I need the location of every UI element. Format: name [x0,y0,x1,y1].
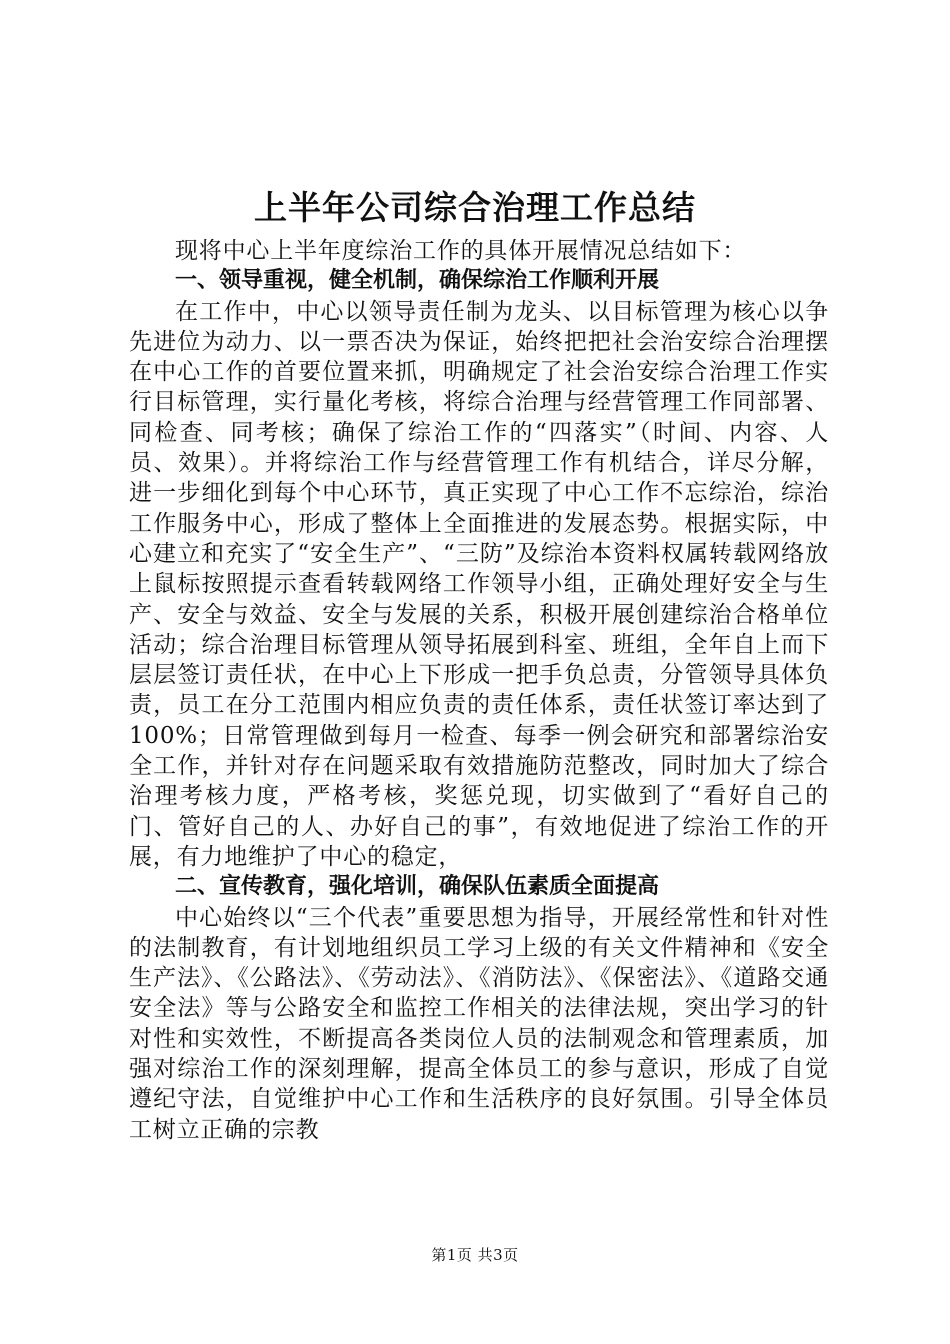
section-2-heading: 二、宣传教育，强化培训，确保队伍素质全面提高 [175,874,660,900]
section-2-body: 中心始终以“三个代表”重要思想为指导，开展经常性和针对性的法制教育，有计划地组织员工学习上级的有关文件精神和《安全生产法》、《公路法》、《劳动法》、《消防法》、《保密法》、《道路交通安全法》等与公路安全和监控工作相关的法律法规，突出学习的针对性和实效性，不断提高各类岗位人员的法制观念和管理素质，加强对综治工作的深刻理解，提高全体员工的参与意识，形成了自觉遵纪守法，自觉维护中心工作和生活秩序的良好氛围。引导全体员工树立正确的宗教 [129,904,829,1143]
document-title: 上半年公司综合治理工作总结 [254,188,696,227]
section-1-body: 在工作中，中心以领导责任制为龙头、以目标管理为核心以争先进位为动力、以一票否决为保证，始终把把社会治安综合治理摆在中心工作的首要位置来抓，明确规定了社会治安综合治理工作实行目标管理，实行量化考核，将综合治理与经营管理工作同部署、同检查、同考核；确保了综治工作的“四落实”（时间、内容、人员、效果）。并将综治工作与经营管理工作有机结合，详尽分解，进一步细化到每个中心环节，真正实现了中心工作不忘综治，综治工作服务中心，形成了整体上全面推进的发展态势。根据实际，中心建立和充实了“安全生产”、“三防”及综治本资料权属转载网络放上鼠标按照提示查看转载网络工作领导小组，正确处理好安全与生产、安全与效益、安全与发展的关系，积极开展创建综治合格单位活动；综合治理目标管理从领导拓展到科室、班组，全年自上而下层层签订责任状，在中心上下形成一把手负总责，分管领导具体负责，员工在分工范围内相应负责的责任体系，责任状签订率达到了100%；日常管理做到每月一检查、每季一例会研究和部署综治安全工作，并针对存在问题采取有效措施防范整改，同时加大了综合治理考核力度，严格考核，奖惩兑现，切实做到了“看好自己的门、管好自己的人、办好自己的事”，有效地促进了综治工作的开展，有力地维护了中心的稳定， [129,298,829,870]
page-footer: 第1页 共3页 [431,1246,519,1264]
intro-paragraph: 现将中心上半年度综治工作的具体开展情况总结如下： [175,238,747,264]
section-1-heading: 一、领导重视，健全机制，确保综治工作顺利开展 [175,268,660,294]
document-body [129,236,829,1145]
